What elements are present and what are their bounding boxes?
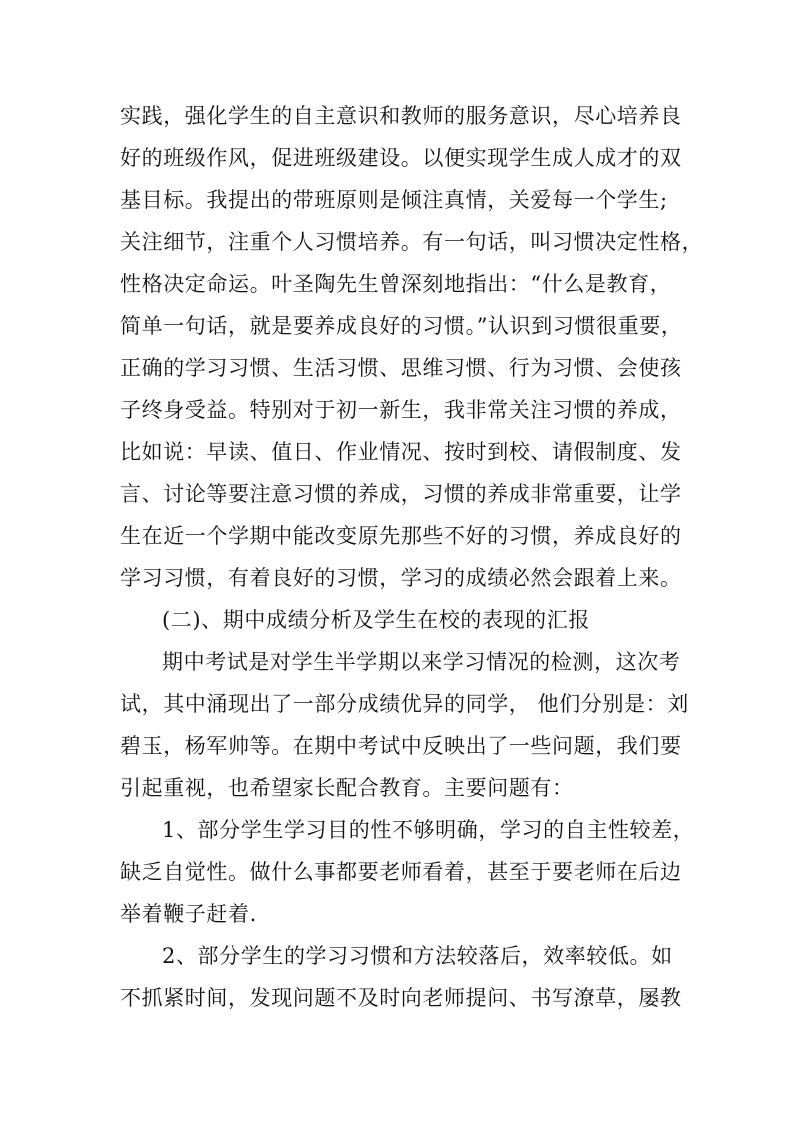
text-line: 简单一句话，就是要养成良好的习惯。”认识到习惯很重要，: [120, 314, 683, 338]
text-line: 正确的学习习惯、生活习惯、思维习惯、行为习惯、会使孩: [120, 356, 682, 380]
text-line: 不抓紧时间，发现问题不及时向老师提问、书写潦草，屡教: [120, 986, 682, 1010]
text-line: 碧玉，杨军帅等。在期中考试中反映出了一些问题，我们要: [120, 734, 682, 758]
text-line: 1、部分学生学习目的性不够明确，学习的自主性较差，: [162, 818, 695, 842]
text-line: 实践，强化学生的自主意识和教师的服务意识，尽心培养良: [120, 104, 682, 128]
text-line: 子终身受益。特别对于初一新生，我非常关注习惯的养成，: [120, 398, 682, 422]
text-line: 生在近一个学期中能改变原先那些不好的习惯，养成良好的: [120, 524, 682, 548]
text-line: 试，其中涌现出了一部分成绩优异的同学， 他们分别是：刘: [120, 692, 689, 716]
text-line: 性格决定命运。叶圣陶先生曾深刻地指出：“什么是教育，: [120, 272, 672, 296]
text-line: 引起重视，也希望家长配合教育。主要问题有：: [120, 776, 574, 800]
text-line: 举着鞭子赶着.: [120, 902, 257, 926]
text-line: 基目标。我提出的带班原则是倾注真情，关爱每一个学生;: [120, 188, 668, 212]
text-line: 比如说：早读、值日、作业情况、按时到校、请假制度、发: [120, 440, 682, 464]
section-heading: (二)、期中成绩分析及学生在校的表现的汇报: [162, 608, 590, 632]
text-line: 期中考试是对学生半学期以来学习情况的检测，这次考: [162, 650, 681, 674]
text-line: 缺乏自觉性。做什么事都要老师看着，甚至于要老师在后边: [120, 860, 682, 884]
text-line: 好的班级作风，促进班级建设。以便实现学生成人成才的双: [120, 146, 682, 170]
text-line: 2、部分学生的学习习惯和方法较落后，效率较低。如: [162, 944, 673, 968]
text-line: 学习习惯，有着良好的习惯，学习的成绩必然会跟着上来。: [120, 566, 682, 590]
text-line: 关注细节，注重个人习惯培养。有一句话，叫习惯决定性格，: [120, 230, 704, 254]
text-line: 言、讨论等要注意习惯的养成，习惯的养成非常重要，让学: [120, 482, 682, 506]
